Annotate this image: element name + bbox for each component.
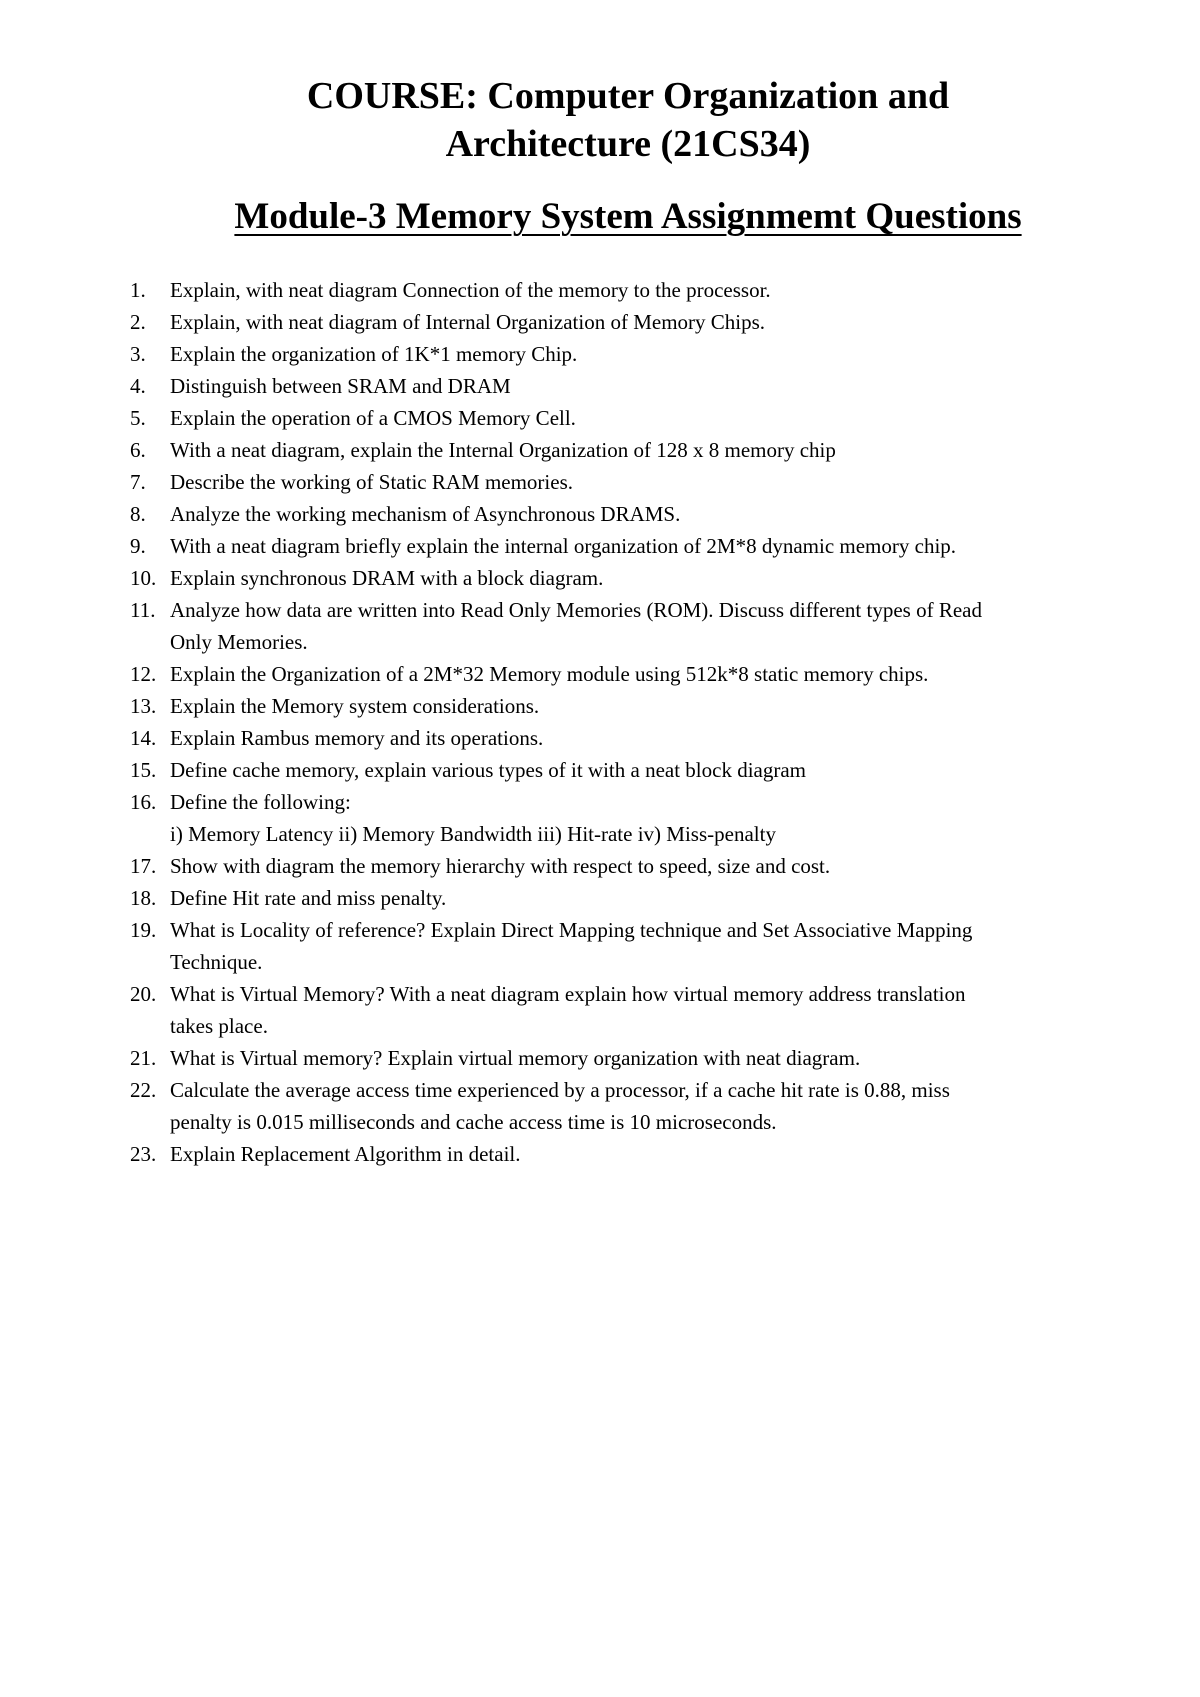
question-text: Explain the operation of a CMOS Memory Cell.: [170, 406, 576, 430]
question-item: [130, 1042, 1130, 1074]
course-title: [0, 72, 1200, 168]
question-text: Define Hit rate and miss penalty.: [170, 886, 447, 910]
question-number: 8.: [130, 502, 146, 526]
question-item: [130, 722, 1130, 754]
question-item: [130, 658, 1130, 690]
question-item: [130, 434, 1130, 466]
question-text: Explain Replacement Algorithm in detail.: [170, 1142, 521, 1166]
question-item: [130, 754, 1130, 786]
question-number: 1.: [130, 278, 146, 302]
question-text: Define cache memory, explain various types of it with a neat block diagram: [170, 758, 806, 782]
question-text: Explain synchronous DRAM with a block diagram.: [170, 566, 604, 590]
question-item: [130, 882, 1130, 914]
question-number: 11.: [130, 598, 156, 622]
question-item: [130, 274, 1130, 306]
question-text: What is Virtual Memory? With a neat diagram explain how virtual memory address translation: [170, 982, 966, 1006]
question-number: 14.: [130, 726, 157, 750]
question-item: [130, 978, 1130, 1042]
question-text: Show with diagram the memory hierarchy with respect to speed, size and cost.: [170, 854, 831, 878]
question-text: With a neat diagram, explain the Internal Organization of 128 x 8 memory chip: [170, 438, 836, 462]
question-text: Analyze the working mechanism of Asynchronous DRAMS.: [170, 502, 681, 526]
question-item: [130, 370, 1130, 402]
question-text: Distinguish between SRAM and DRAM: [170, 374, 511, 398]
question-item: [130, 1138, 1130, 1170]
question-item: [130, 1074, 1130, 1138]
question-text: takes place.: [170, 1014, 268, 1038]
question-number: 22.: [130, 1078, 157, 1102]
question-item: [130, 594, 1130, 658]
question-text: Only Memories.: [170, 630, 308, 654]
question-number: 9.: [130, 534, 146, 558]
question-text: Explain, with neat diagram Connection of the memory to the processor.: [170, 278, 771, 302]
question-number: 10.: [130, 566, 157, 590]
question-number: 13.: [130, 694, 157, 718]
question-list: [130, 274, 1130, 1170]
question-item: [130, 690, 1130, 722]
question-number: 2.: [130, 310, 146, 334]
question-number: 20.: [130, 982, 157, 1006]
question-text: Explain Rambus memory and its operations.: [170, 726, 544, 750]
question-text: Describe the working of Static RAM memories.: [170, 470, 573, 494]
question-number: 3.: [130, 342, 146, 366]
question-text: Explain the Organization of a 2M*32 Memory module using 512k*8 static memory chips.: [170, 662, 929, 686]
question-item: [130, 338, 1130, 370]
question-item: [130, 498, 1130, 530]
question-number: 19.: [130, 918, 157, 942]
course-title-line-2: Architecture (21CS34): [445, 123, 811, 165]
question-item: [130, 402, 1130, 434]
course-title-line-1: COURSE: Computer Organization and: [306, 75, 950, 117]
question-text: Explain the Memory system considerations.: [170, 694, 540, 718]
question-number: 6.: [130, 438, 146, 462]
question-text: With a neat diagram briefly explain the internal organization of 2M*8 dynamic memory chip.: [170, 534, 957, 558]
question-item: [130, 466, 1130, 498]
question-text: Explain, with neat diagram of Internal Organization of Memory Chips.: [170, 310, 766, 334]
question-number: 4.: [130, 374, 146, 398]
question-number: 21.: [130, 1046, 157, 1070]
module-title: Module-3 Memory System Assignmemt Questions: [234, 196, 1022, 237]
question-text: Calculate the average access time experienced by a processor, if a cache hit rate is 0.88, miss: [170, 1078, 950, 1102]
question-number: 7.: [130, 470, 146, 494]
question-text: i) Memory Latency ii) Memory Bandwidth iii) Hit-rate iv) Miss-penalty: [170, 822, 776, 846]
question-item: [130, 850, 1130, 882]
question-item: [130, 530, 1130, 562]
question-item: [130, 306, 1130, 338]
question-number: 12.: [130, 662, 157, 686]
question-text: Analyze how data are written into Read Only Memories (ROM). Discuss different types of Read: [170, 598, 982, 622]
question-number: 16.: [130, 790, 157, 814]
question-text: Explain the organization of 1K*1 memory Chip.: [170, 342, 578, 366]
question-number: 23.: [130, 1142, 157, 1166]
question-item: [130, 786, 1130, 850]
question-number: 17.: [130, 854, 157, 878]
question-text: What is Locality of reference? Explain Direct Mapping technique and Set Associative Mapping: [170, 918, 973, 942]
question-item: [130, 562, 1130, 594]
question-number: 18.: [130, 886, 157, 910]
question-number: 15.: [130, 758, 157, 782]
question-text: What is Virtual memory? Explain virtual memory organization with neat diagram.: [170, 1046, 861, 1070]
question-item: [130, 914, 1130, 978]
question-text: Technique.: [170, 950, 263, 974]
question-text: penalty is 0.015 milliseconds and cache access time is 10 microseconds.: [170, 1110, 777, 1134]
question-number: 5.: [130, 406, 146, 430]
question-text: Define the following:: [170, 790, 351, 814]
